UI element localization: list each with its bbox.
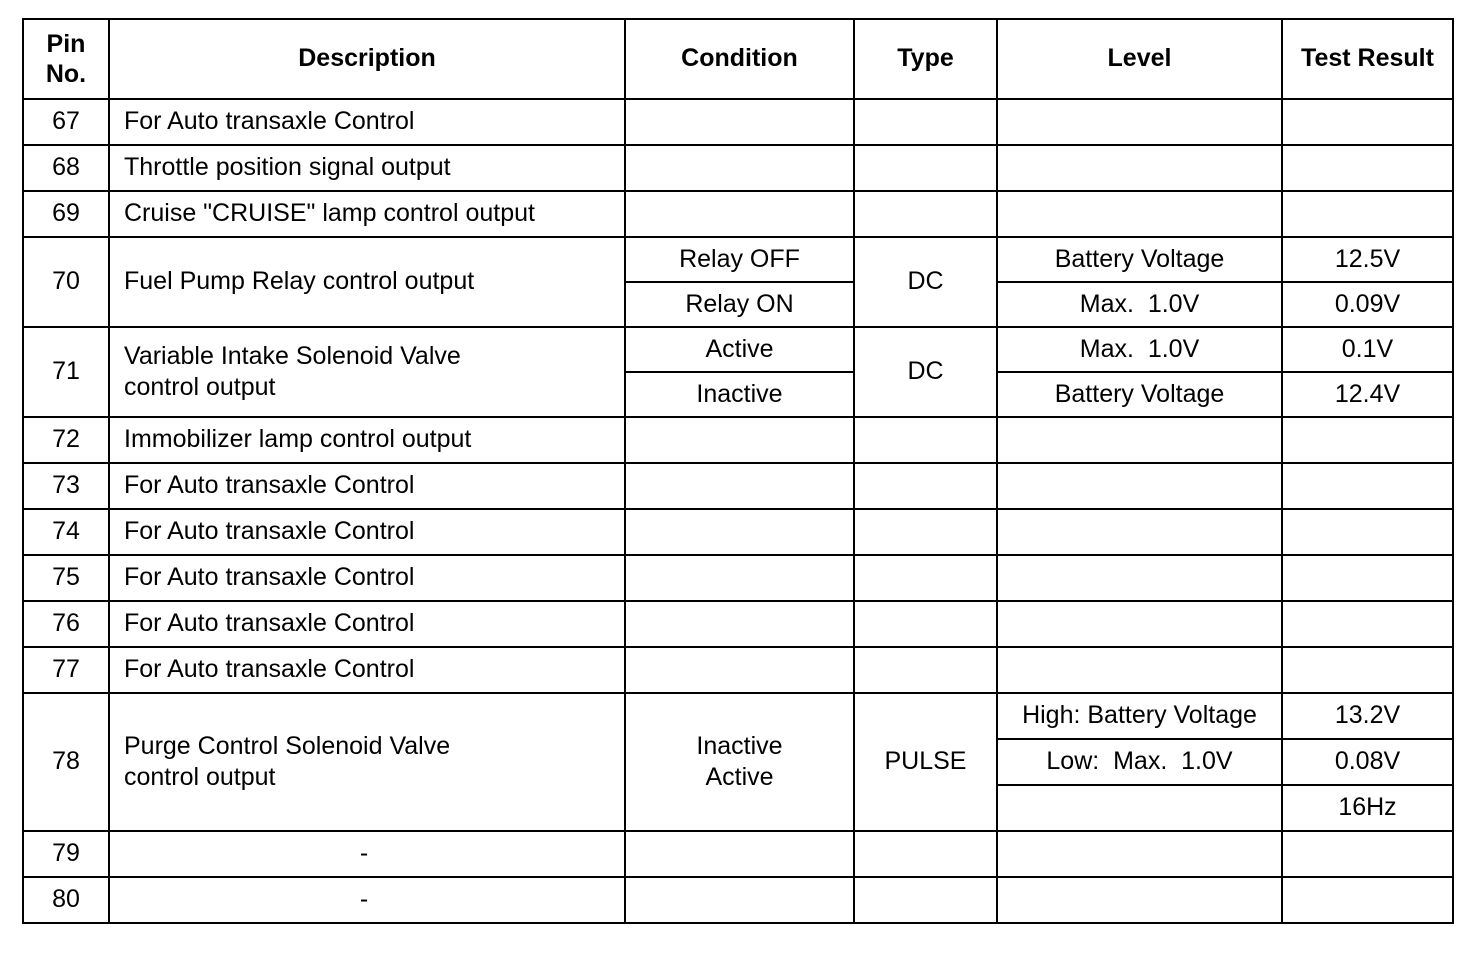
description-cell: For Auto transaxle Control — [109, 647, 625, 693]
condition-cell: Inactive — [625, 372, 854, 417]
header-type: Type — [854, 19, 997, 99]
level-cell — [997, 99, 1282, 145]
table-row — [23, 509, 1453, 555]
test-result-cell — [1282, 417, 1453, 463]
level-cell — [997, 877, 1282, 923]
table-row — [23, 647, 1453, 693]
test-result-cell: 0.09V — [1282, 282, 1453, 327]
description-cell: - — [109, 831, 625, 877]
level-cell — [997, 463, 1282, 509]
table-row — [23, 463, 1453, 509]
level-cell — [997, 647, 1282, 693]
pin-table — [22, 18, 1454, 924]
test-result-cell: 0.08V — [1282, 739, 1453, 785]
level-cell — [997, 509, 1282, 555]
type-cell — [854, 555, 997, 601]
table-row — [23, 693, 1453, 739]
test-result-cell: 0.1V — [1282, 327, 1453, 372]
pin-number: 78 — [23, 693, 109, 831]
type-cell — [854, 877, 997, 923]
condition-cell: Inactive Active — [625, 693, 854, 831]
type-cell — [854, 509, 997, 555]
description-cell: Cruise "CRUISE" lamp control output — [109, 191, 625, 237]
table-row — [23, 145, 1453, 191]
condition-cell — [625, 99, 854, 145]
type-cell — [854, 647, 997, 693]
condition-cell — [625, 555, 854, 601]
description-cell: Throttle position signal output — [109, 145, 625, 191]
description-cell: Purge Control Solenoid Valve control output — [109, 693, 625, 831]
pin-number: 74 — [23, 509, 109, 555]
description-cell: For Auto transaxle Control — [109, 509, 625, 555]
level-cell — [997, 191, 1282, 237]
table-row — [23, 831, 1453, 877]
type-cell — [854, 99, 997, 145]
level-cell — [997, 417, 1282, 463]
test-result-cell — [1282, 99, 1453, 145]
test-result-cell — [1282, 601, 1453, 647]
test-result-cell — [1282, 877, 1453, 923]
type-cell — [854, 601, 997, 647]
test-result-cell: 16Hz — [1282, 785, 1453, 831]
pin-number: 79 — [23, 831, 109, 877]
description-cell: - — [109, 877, 625, 923]
level-cell — [997, 145, 1282, 191]
header-description: Description — [109, 19, 625, 99]
level-cell — [997, 785, 1282, 831]
table-row — [23, 237, 1453, 282]
test-result-cell — [1282, 191, 1453, 237]
condition-cell: Relay ON — [625, 282, 854, 327]
test-result-cell: 13.2V — [1282, 693, 1453, 739]
description-cell: For Auto transaxle Control — [109, 601, 625, 647]
pin-number: 77 — [23, 647, 109, 693]
type-cell — [854, 463, 997, 509]
pin-number: 72 — [23, 417, 109, 463]
condition-cell: Relay OFF — [625, 237, 854, 282]
pin-number: 68 — [23, 145, 109, 191]
pin-number: 67 — [23, 99, 109, 145]
description-cell: Fuel Pump Relay control output — [109, 237, 625, 327]
test-result-cell — [1282, 555, 1453, 601]
condition-cell — [625, 191, 854, 237]
condition-cell — [625, 145, 854, 191]
condition-cell — [625, 509, 854, 555]
type-cell: PULSE — [854, 693, 997, 831]
condition-cell — [625, 831, 854, 877]
pin-number: 80 — [23, 877, 109, 923]
description-cell: For Auto transaxle Control — [109, 99, 625, 145]
type-cell: DC — [854, 327, 997, 417]
pin-number: 71 — [23, 327, 109, 417]
condition-cell: Active — [625, 327, 854, 372]
pin-number: 76 — [23, 601, 109, 647]
description-cell: Variable Intake Solenoid Valve control output — [109, 327, 625, 417]
test-result-cell — [1282, 463, 1453, 509]
level-cell: Battery Voltage — [997, 237, 1282, 282]
table-row — [23, 877, 1453, 923]
level-cell: Low: Max. 1.0V — [997, 739, 1282, 785]
condition-cell — [625, 463, 854, 509]
table-row — [23, 555, 1453, 601]
condition-cell — [625, 877, 854, 923]
type-cell — [854, 417, 997, 463]
table-row — [23, 99, 1453, 145]
condition-cell — [625, 647, 854, 693]
level-cell — [997, 831, 1282, 877]
pin-number: 73 — [23, 463, 109, 509]
test-result-cell — [1282, 831, 1453, 877]
type-cell — [854, 145, 997, 191]
type-cell: DC — [854, 237, 997, 327]
table-row — [23, 191, 1453, 237]
level-cell: Battery Voltage — [997, 372, 1282, 417]
test-result-cell — [1282, 647, 1453, 693]
pin-number: 69 — [23, 191, 109, 237]
description-cell: For Auto transaxle Control — [109, 555, 625, 601]
test-result-cell: 12.4V — [1282, 372, 1453, 417]
test-result-cell — [1282, 145, 1453, 191]
header-test-result: Test Result — [1282, 19, 1453, 99]
type-cell — [854, 831, 997, 877]
description-cell: For Auto transaxle Control — [109, 463, 625, 509]
level-cell: High: Battery Voltage — [997, 693, 1282, 739]
table-row — [23, 327, 1453, 372]
condition-cell — [625, 601, 854, 647]
table-row — [23, 601, 1453, 647]
header-level: Level — [997, 19, 1282, 99]
header-condition: Condition — [625, 19, 854, 99]
description-cell: Immobilizer lamp control output — [109, 417, 625, 463]
test-result-cell: 12.5V — [1282, 237, 1453, 282]
test-result-cell — [1282, 509, 1453, 555]
condition-cell — [625, 417, 854, 463]
pin-number: 75 — [23, 555, 109, 601]
level-cell — [997, 601, 1282, 647]
level-cell — [997, 555, 1282, 601]
header-pin: Pin No. — [23, 19, 109, 99]
table-row — [23, 417, 1453, 463]
header-row — [23, 19, 1453, 99]
level-cell: Max. 1.0V — [997, 327, 1282, 372]
type-cell — [854, 191, 997, 237]
pin-number: 70 — [23, 237, 109, 327]
level-cell: Max. 1.0V — [997, 282, 1282, 327]
